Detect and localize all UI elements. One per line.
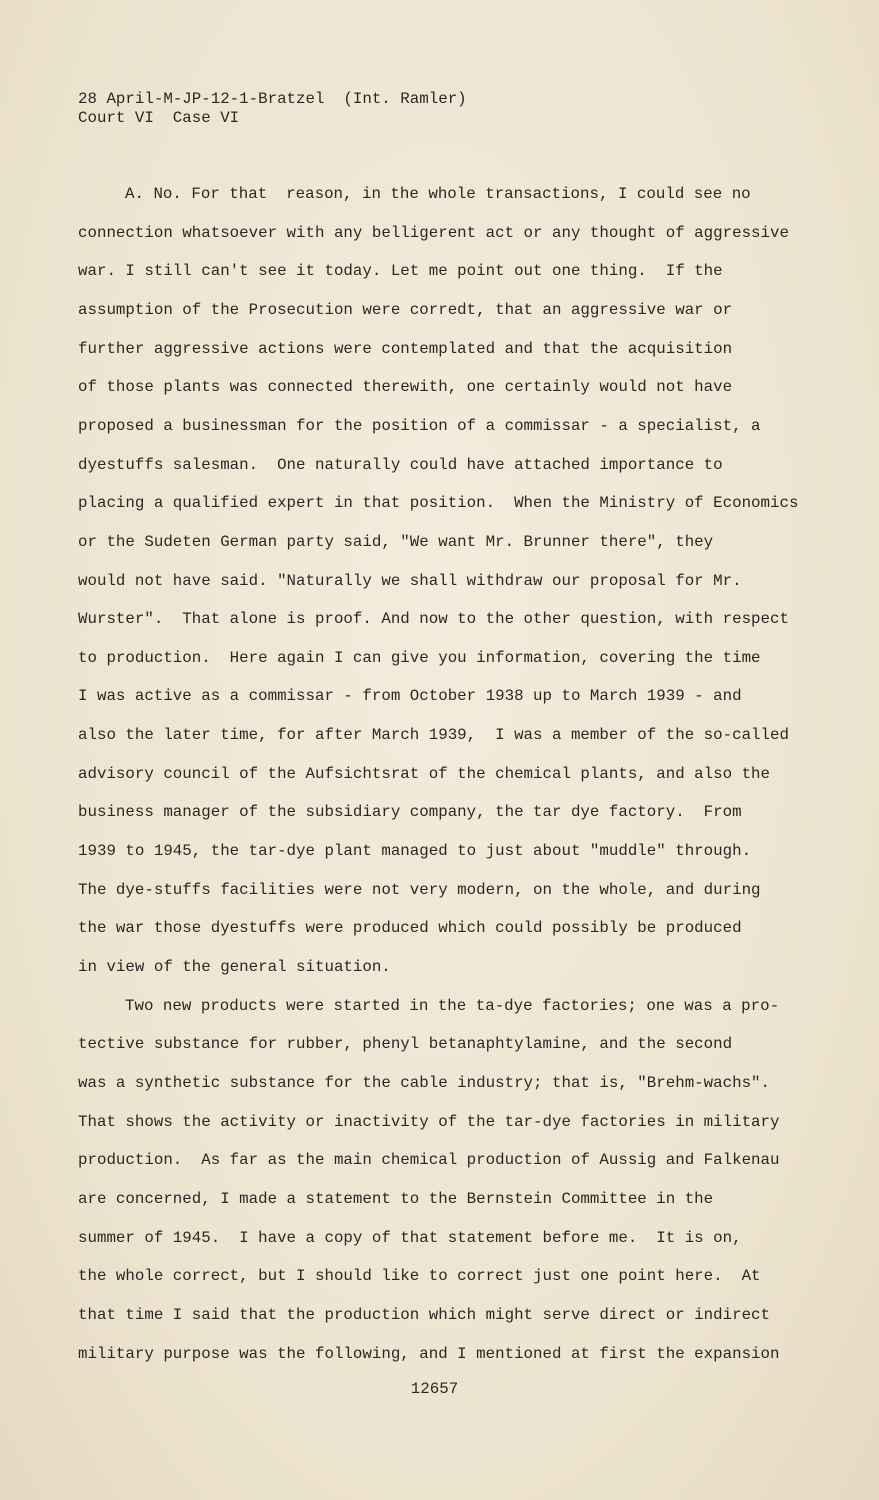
text-line: in view of the general situation. [78, 958, 391, 976]
text-line: placing a qualified expert in that position. When the Ministry of Economics [78, 494, 799, 513]
page-number: 12657 [410, 1380, 459, 1398]
text-line: summer of 1945. I have a copy of that statement before me. It is on, [78, 1228, 742, 1247]
text-line: connection whatsoever with any belligerent act or any thought of aggressive [78, 223, 789, 242]
text-line: 1939 to 1945, the tar-dye plant managed to just about "muddle" through. [78, 842, 752, 861]
text-line: war. I still can't see it today. Let me point out one thing. If the [78, 262, 723, 281]
text-line: or the Sudeten German party said, "We want Mr. Brunner there", they [78, 532, 714, 551]
header-reference: 28 April-M-JP-12-1-Bratzel (Int. Ramler) [78, 90, 467, 108]
text-line: That shows the activity or inactivity of the tar-dye factories in military [78, 1112, 780, 1131]
text-line: A. No. For that reason, in the whole transactions, I could see no [125, 185, 751, 203]
text-line: also the later time, for after March 1939, I was a member of the so-called [78, 726, 789, 745]
text-line: advisory council of the Aufsichtsrat of the chemical plants, and also the [78, 764, 771, 783]
text-line: tective substance for rubber, phenyl betanaphtylamine, and the second [78, 1035, 733, 1054]
text-line: I was active as a commissar - from October 1938 up to March 1939 - and [78, 687, 742, 706]
text-line: was a synthetic substance for the cable industry; that is, "Brehm-wachs". [78, 1073, 771, 1092]
text-line: further aggressive actions were contemplated and that the acquisition [78, 339, 733, 358]
text-line: would not have said. "Naturally we shall withdraw our proposal for Mr. [78, 571, 742, 590]
text-line: military purpose was the following, and I mentioned at first the expansion [78, 1344, 780, 1363]
text-line: are concerned, I made a statement to the Bernstein Committee in the [78, 1189, 714, 1208]
text-line: proposed a businessman for the position of a commissar - a specialist, a [78, 416, 761, 435]
text-line: production. As far as the main chemical production of Aussig and Falkenau [78, 1151, 780, 1170]
text-line: Two new products were started in the ta-dye factories; one was a pro- [125, 996, 780, 1015]
header-court-case: Court VI Case VI [78, 109, 240, 127]
text-line: dyestuffs salesman. One naturally could have attached importance to [78, 455, 723, 474]
text-line: that time I said that the production which might serve direct or indirect [78, 1305, 771, 1324]
text-line: to production. Here again I can give you information, covering the time [78, 648, 761, 667]
text-line: business manager of the subsidiary company, the tar dye factory. From [78, 803, 742, 822]
text-line: The dye-stuffs facilities were not very modern, on the whole, and during [78, 880, 761, 899]
text-line: of those plants was connected therewith, one certainly would not have [78, 378, 733, 397]
text-line: Wurster". That alone is proof. And now to the other question, with respect [78, 610, 789, 629]
text-line: assumption of the Prosecution were corredt, that an aggressive war or [78, 300, 733, 319]
text-line: the war those dyestuffs were produced which could possibly be produced [78, 919, 742, 938]
text-line: the whole correct, but I should like to correct just one point here. At [78, 1267, 761, 1286]
